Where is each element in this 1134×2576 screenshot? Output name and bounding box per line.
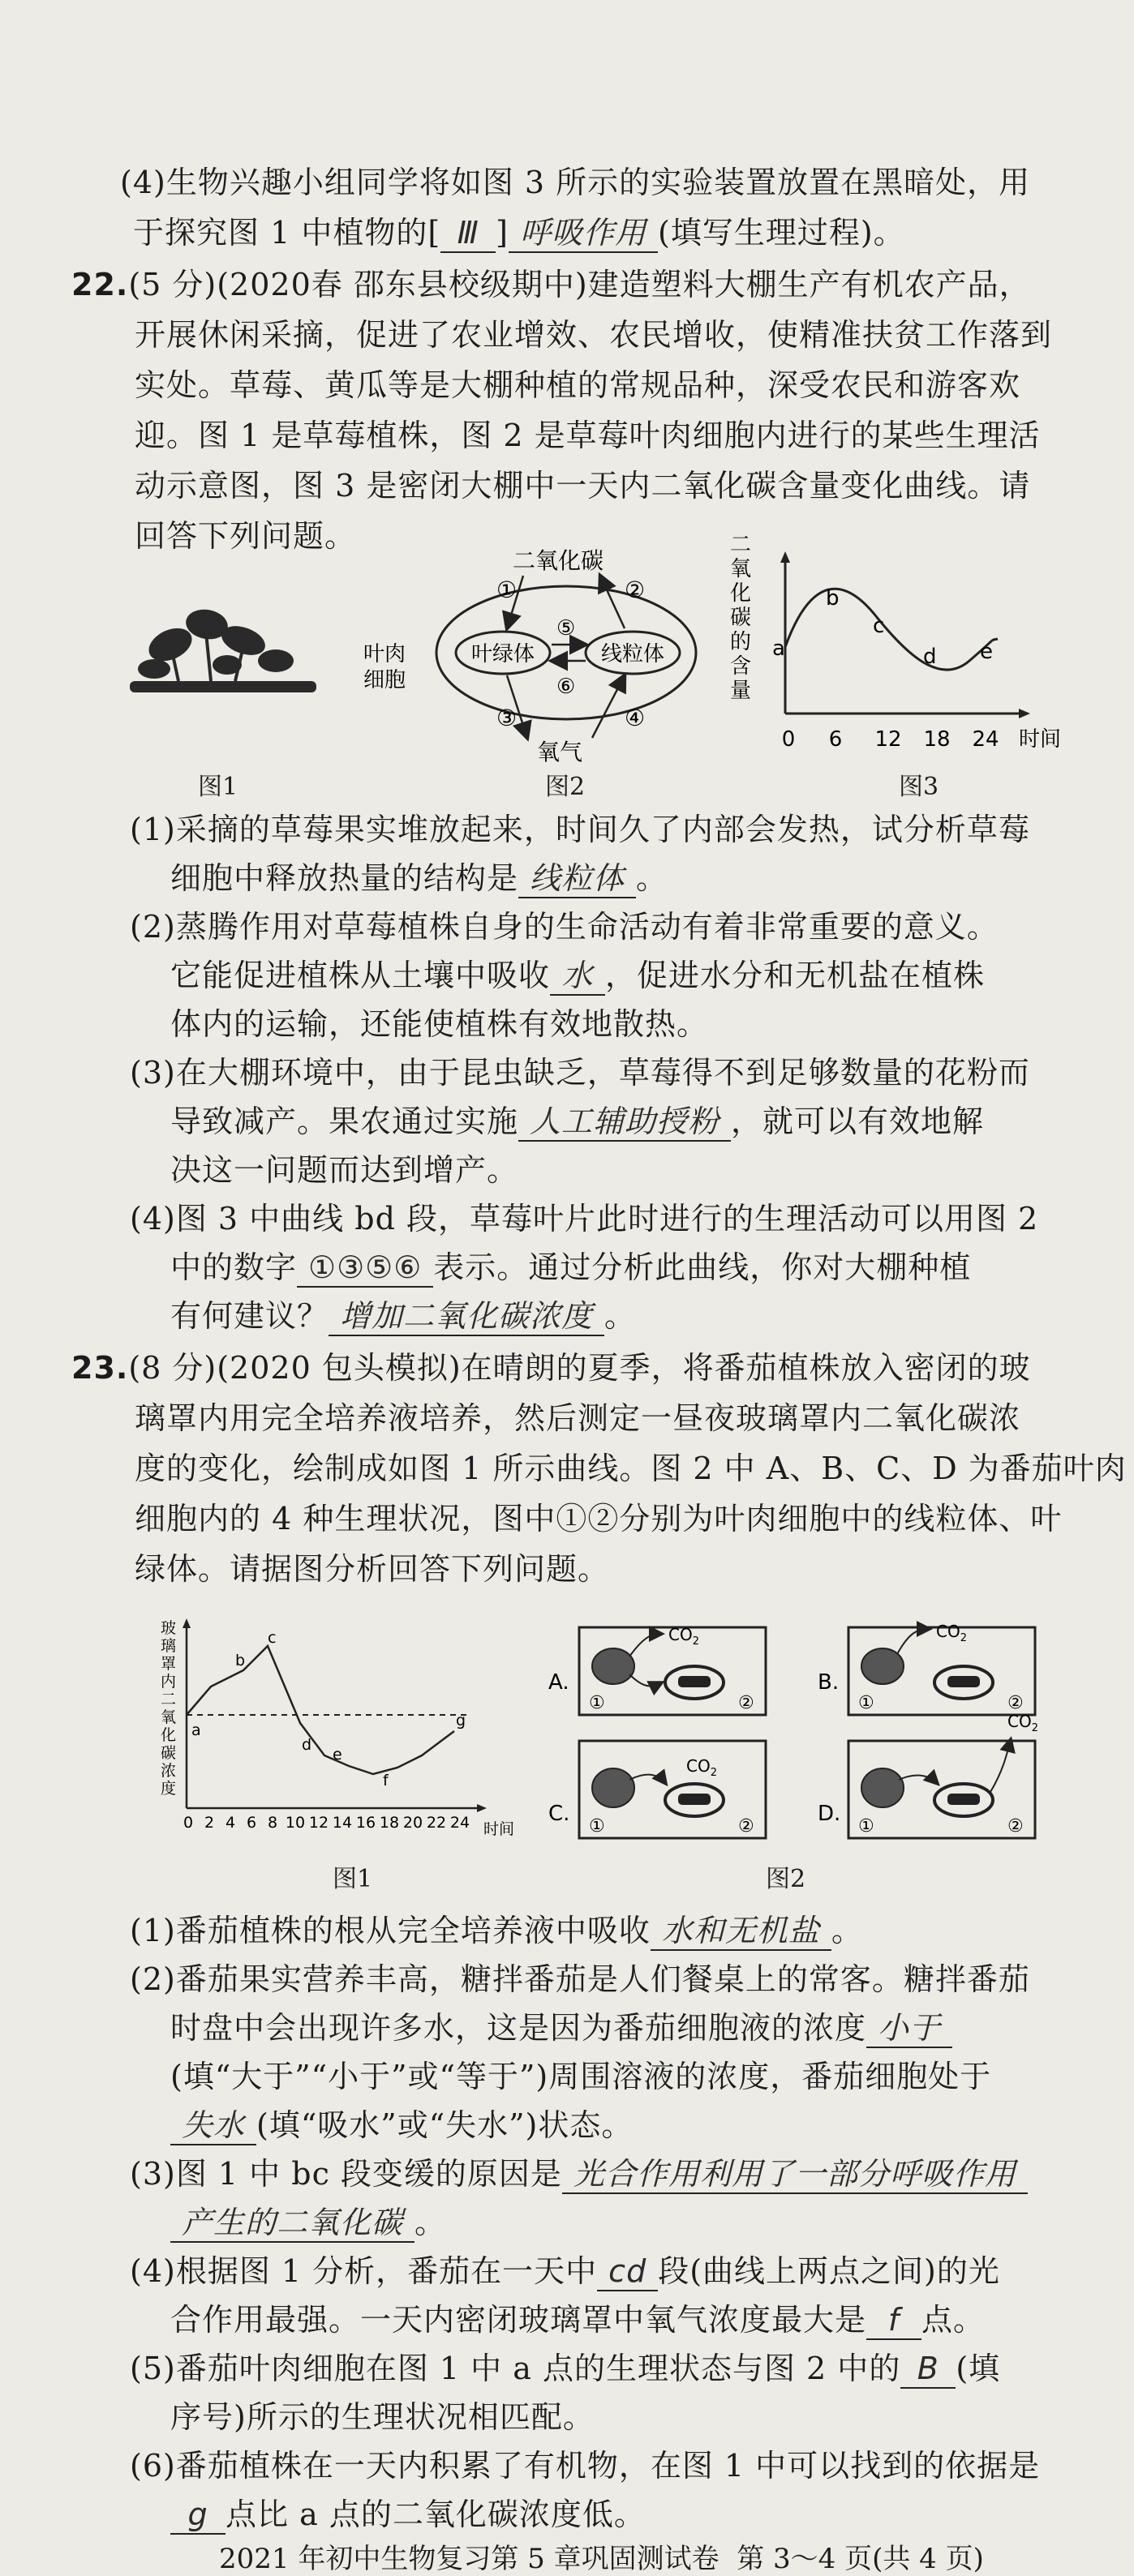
x-tick: 16 [355,1814,376,1832]
ylabel-char: 玻 [161,1619,177,1637]
panel-b [818,1622,1035,1715]
q21-part4-text: 于探究图 1 中植物的[ [133,215,441,251]
q21-part4-line2 [133,214,905,253]
q22-p3-text: ，就可以有效地解 [731,1104,985,1139]
q23-p2-line3: (填“大于”“小于”或“等于”)周围溶液的浓度，番茄细胞处于 [170,2059,992,2094]
co2-subscript: 2 [960,1632,967,1644]
q22-p2-line2 [170,957,985,996]
footer-page-number: 第 3～4 页(共 4 页) [737,2543,984,2575]
co2-label [686,1756,717,1779]
ylabel-char: 内 [161,1673,177,1691]
q22-intro-line1 [71,266,1031,303]
answer-blank: f [866,2301,921,2340]
q22-p1-line2 [170,859,668,898]
ylabel-char: 氧 [161,1708,177,1726]
panel-letter: D. [818,1802,841,1826]
mitochondria-marker: ① [858,1816,874,1837]
chloroplast-marker: ② [738,1816,754,1837]
x-tick: 14 [332,1814,353,1832]
ylabel-char: 璃 [161,1637,177,1655]
q23-p2-line2 [170,2009,952,2048]
ylabel-char: 度 [161,1780,177,1798]
q23-p4-line2 [170,2301,985,2340]
q23-p3-text: (3)图 1 中 bc 段变缓的原因是 [130,2156,562,2192]
cell-label-1: 叶肉 [363,642,406,667]
co2-label [936,1622,967,1644]
answer-blank: 产生的二氧化碳 [170,2204,415,2243]
answer-blank: 增加二氧化碳浓度 [329,1297,604,1336]
q23-p3-text: 。 [415,2205,447,2240]
q22-intro-line2: 开展休闲采摘，促进了农业增效、农民增收，使精准扶贫工作落到 [135,317,1053,353]
panel-a [548,1625,766,1715]
q23-p1-text: (1)番茄植株的根从完全培养液中吸收 [130,1913,651,1948]
q23-p3-line1 [130,2155,1028,2194]
ylabel-char: 化 [730,581,752,606]
y-axis-arrow [780,551,790,563]
curve-point-g: g [456,1712,466,1729]
fig3-ylabel [730,533,751,703]
q22-p3-line3: 决这一问题而达到增产。 [170,1152,519,1188]
ylabel-char: 化 [161,1726,177,1744]
chloroplast-marker: ② [1007,1693,1024,1713]
answer-blank: Ⅲ [440,214,496,253]
q22-p2-line1: (2)蒸腾作用对草莓植株自身的生命活动有着非常重要的意义。 [130,909,999,945]
strawberry-plant-figure [122,596,324,701]
q23-p6-text: 点比 a 点的二氧化碳浓度低。 [226,2497,646,2532]
x-tick: 12 [308,1814,329,1832]
answer-blank: 水和无机盐 [651,1912,831,1951]
ylabel-char: 氧 [730,557,752,581]
q22-p4-text: 有何建议？ [170,1298,329,1334]
x-axis-arrow [477,1804,487,1812]
o2-label: 氧气 [536,739,583,765]
answer-blank: 水 [550,957,605,996]
curve-point-b: b [826,586,840,611]
mitochondria-marker: ① [589,1816,605,1837]
x-tick: 8 [267,1814,278,1832]
x-unit-label: 时间 [1018,727,1062,752]
panel-letter: A. [548,1670,569,1695]
co2-text: CO [668,1625,693,1644]
q22-p4-text: 表示。通过分析此曲线，你对大棚种植 [433,1249,972,1285]
process-number-3: ③ [496,705,518,731]
chloroplast-marker: ② [1007,1816,1024,1837]
curve-point-c: c [873,614,885,638]
answer-blank: 线粒体 [518,859,636,898]
q23-p6-line2 [170,2496,646,2535]
q22-p2-text: 它能促进植株从土壤中吸收 [170,958,551,993]
answer-blank: 光合作用利用了一部分呼吸作用 [562,2155,1028,2194]
curve-point-d: d [923,645,937,669]
curve-point-e: e [333,1746,342,1764]
answer-blank: cd [597,2252,658,2291]
q23-p4-text: (4)根据图 1 分析，番茄在一天中 [130,2253,598,2289]
ylabel-char: 罩 [161,1655,177,1673]
q23-p1-text: 。 [831,1913,863,1948]
cell-label-2: 细胞 [363,668,406,692]
co2-curve-line [785,589,998,670]
q23-intro-line5: 绿体。请据图分析回答下列问题。 [135,1551,610,1587]
question-number: 22. [71,267,129,302]
q21-part4-text: (填写生理过程)。 [658,215,905,251]
q23-p5-line2: 序号)所示的生理状况相匹配。 [170,2399,595,2435]
answer-blank: B [900,2350,956,2389]
panel-c [548,1741,766,1838]
q23-p4-line1 [130,2252,1000,2291]
x-tick: 6 [828,727,843,752]
q21-part4-line1: (4)生物兴趣小组同学将如图 3 所示的实验装置放置在黑暗处，用 [120,165,1031,200]
x-tick: 24 [972,727,999,752]
q22-p4-text: 中的数字 [170,1249,298,1285]
ylabel-char: 二 [161,1691,177,1708]
answer-blank: 失水 [170,2107,256,2145]
q23-p6-line1: (6)番茄植株在一天内积累了有机物，在图 1 中可以找到的依据是 [130,2448,1041,2484]
q22-p3-line1: (3)在大棚环境中，由于昆虫缺乏，草莓得不到足够数量的花粉而 [130,1055,1030,1091]
mitochondria-label: 线粒体 [600,642,665,667]
ylabel-char: 的 [730,630,752,654]
co2-subscript: 2 [710,1767,717,1779]
curve-point-a: a [191,1721,201,1739]
q22-intro-line3: 实处。草莓、黄瓜等是大棚种植的常规品种，深受农民和游客欢 [135,367,1021,403]
process-number-1: ① [496,576,518,603]
chloroplast-marker: ② [738,1693,754,1713]
ylabel-char: 含 [730,654,752,679]
co2-label: 二氧化碳 [512,547,604,574]
chloroplast-label: 叶绿体 [470,642,535,667]
q23-p5-text: (填 [956,2351,1001,2386]
q22-intro-text: (5 分)(2020春 邵东县校级期中)建造塑料大棚生产有机农产品， [128,267,1031,302]
footer-title: 2021 年初中生物复习第 5 章巩固测试卷 [219,2543,719,2575]
q22-p3-line2 [170,1103,984,1142]
q23-intro-line2: 璃罩内用完全培养液培养，然后测定一昼夜玻璃罩内二氧化碳浓 [135,1400,1021,1436]
q23-p5-line1 [130,2350,1000,2389]
co2-text: CO [686,1756,711,1776]
ylabel-char: 碳 [730,606,752,630]
q22-p4-line1: (4)图 3 中曲线 bd 段，草莓叶片此时进行的生理活动可以用图 2 [130,1201,1039,1237]
q22-figure3-label: 图3 [899,773,939,801]
curve-point-b: b [235,1652,246,1669]
q23-p4-text: 合作用最强。一天内密闭玻璃罩中氧气浓度最大是 [170,2302,867,2338]
q23-p4-text: 段(曲线上两点之间)的光 [658,2253,1000,2289]
q22-p1-text: 细胞中释放热量的结构是 [170,860,519,896]
x-tick: 0 [183,1814,194,1832]
q22-p1-text: 。 [636,860,668,896]
q23-intro-line3: 度的变化，绘制成如图 1 所示曲线。图 2 中 A、B、C、D 为番茄叶肉 [135,1451,1127,1486]
co2-text: CO [936,1622,960,1641]
curve-point-d: d [302,1736,312,1754]
cell-states-diagram [548,1618,1043,1853]
co2-text: CO [1007,1712,1032,1731]
co2-concentration-line [187,1646,454,1774]
x-tick: 2 [204,1814,215,1832]
q22-intro-line6: 回答下列问题。 [135,518,357,554]
q23-intro-line1 [71,1349,1031,1387]
q22-p3-text: 导致减产。果农通过实施 [170,1104,519,1139]
q23-p1-line [130,1912,863,1951]
page-footer [219,2536,984,2576]
co2-subscript: 2 [1031,1722,1038,1734]
q22-p2-line3: 体内的运输，还能使植株有效地散热。 [170,1006,709,1042]
process-number-2: ② [625,576,646,603]
curve-point-c: c [268,1629,277,1647]
q22-p1-line1: (1)采摘的草莓果实堆放起来，时间久了内部会发热，试分析草莓 [130,812,1030,847]
x-tick: 20 [402,1814,423,1832]
q23-p2-line1: (2)番茄果实营养丰高，糖拌番茄是人们餐桌上的常客。糖拌番茄 [130,1961,1030,1997]
curve-point-f: f [383,1772,389,1789]
ylabel-char: 浓 [161,1762,177,1780]
x-tick: 6 [246,1814,257,1832]
q23-intro-text: (8 分)(2020 包头模拟)在晴朗的夏季，将番茄植株放入密闭的玻 [128,1350,1031,1386]
answer-blank: ①③⑤⑥ [297,1249,433,1288]
q23-p2-text: (填“吸水”或“失水”)状态。 [256,2107,634,2143]
ylabel-char: 二 [730,533,752,557]
q22-p4-line3 [170,1297,636,1336]
x-tick: 0 [781,727,796,752]
x-tick: 18 [379,1814,400,1832]
curve-point-a: a [772,636,785,661]
mitochondria-marker: ① [589,1693,605,1713]
co2-content-curve [722,527,1079,770]
curve-point-e: e [980,640,993,664]
q23-p2-text: 时盘中会出现许多水，这是因为番茄细胞液的浓度 [170,2010,867,2046]
mitochondria-marker: ① [858,1693,874,1713]
q23-p4-text: 点。 [921,2302,986,2338]
process-number-6: ⑥ [556,675,576,699]
x-tick: 22 [426,1814,447,1832]
answer-blank: 呼吸作用 [509,214,658,253]
x-tick: 10 [285,1814,306,1832]
answer-blank: 人工辅助授粉 [518,1103,731,1142]
q22-p4-line2 [170,1249,971,1288]
x-tick: 12 [874,727,902,752]
panel-letter: C. [548,1802,570,1826]
q22-p4-text: 。 [604,1298,637,1334]
ylabel-char: 碳 [161,1744,177,1762]
q22-intro-line5: 动示意图，图 3 是密闭大棚中一天内二氧化碳含量变化曲线。请 [135,468,1031,504]
process-number-5: ⑤ [556,616,576,641]
leaf-cell-diagram [357,539,698,782]
q22-figure1-label: 图1 [198,773,238,801]
x-tick: 4 [225,1814,236,1832]
panel-letter: B. [818,1670,840,1695]
q23-intro-line4: 细胞内的 4 种生理状况，图中①②分别为叶肉细胞中的线粒体、叶 [135,1501,1063,1537]
q22-p2-text: ，促进水分和无机盐在植株 [605,958,986,993]
panel-d [818,1712,1038,1838]
co2-subscript: 2 [692,1635,699,1648]
q22-intro-line4: 迎。图 1 是草莓植株，图 2 是草莓叶肉细胞内进行的某些生理活 [135,418,1041,453]
x-tick: 24 [449,1814,470,1832]
q23-p5-text: (5)番茄叶肉细胞在图 1 中 a 点的生理状态与图 2 中的 [130,2351,901,2386]
co2-concentration-curve [154,1614,535,1857]
answer-blank: 小于 [866,2009,952,2048]
q23-figure1-label: 图1 [333,1865,373,1893]
process-number-4: ④ [625,705,646,731]
x-axis-arrow [1019,709,1030,718]
ylabel-char: 量 [730,679,752,703]
x-unit-label: 时间 [483,1820,515,1838]
q23-p2-line4 [170,2107,633,2145]
q23-figure2-label: 图2 [766,1865,806,1893]
y-axis-arrow [183,1618,191,1628]
answer-blank: g [170,2496,226,2535]
q21-part4-text: ] [496,215,509,251]
x-tick: 18 [923,727,951,752]
q23-p3-line2 [170,2204,446,2243]
question-number: 23. [71,1350,129,1386]
q22-figure2-label: 图2 [545,773,586,801]
